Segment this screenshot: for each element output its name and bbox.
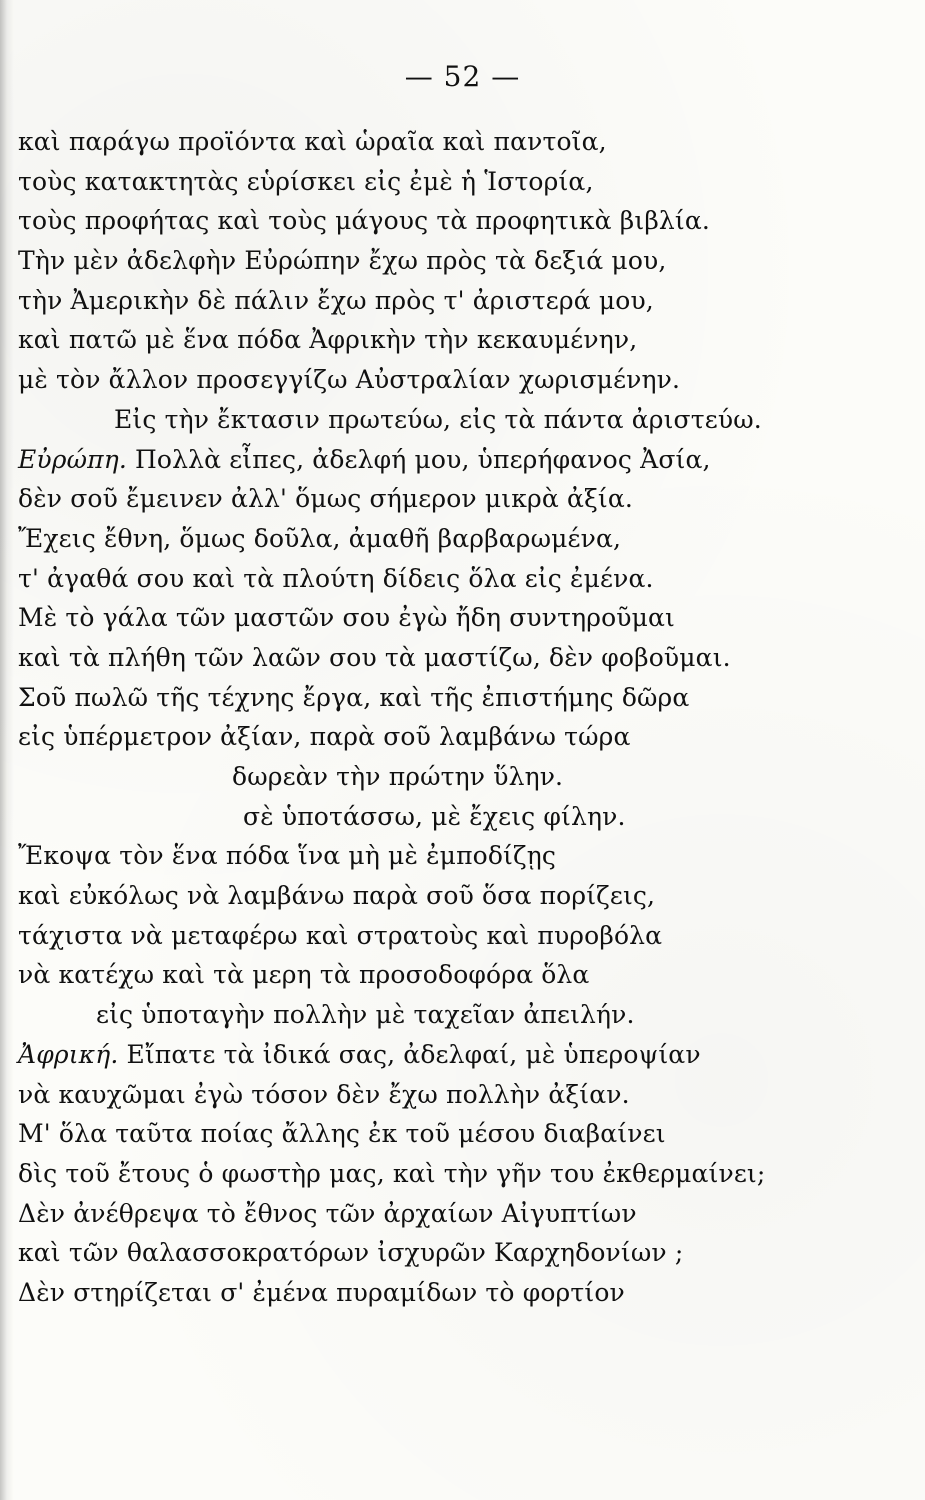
poem-line bbox=[18, 281, 908, 321]
poem-line bbox=[18, 440, 908, 480]
poem-line bbox=[18, 320, 908, 360]
poem-line bbox=[18, 479, 908, 519]
poem-line bbox=[18, 836, 908, 876]
line-text: καὶ τῶν θαλασσοκρατόρων ἰσχυρῶν Καρχηδονίων ; bbox=[18, 1238, 684, 1268]
poem-line bbox=[18, 916, 908, 956]
line-text: τοὺς κατακτητὰς εὑρίσκει εἰς ἐμὲ ἡ Ἱστορία, bbox=[18, 166, 594, 196]
line-text: Εἰς τὴν ἔκτασιν πρωτεύω, εἰς τὰ πάντα ἀριστεύω. bbox=[114, 404, 762, 434]
poem-line bbox=[18, 360, 908, 400]
poem-line bbox=[18, 1154, 908, 1194]
poem-line bbox=[18, 519, 908, 559]
page-number: — 52 — bbox=[404, 60, 521, 93]
line-text: νὰ καυχῶμαι ἐγὼ τόσον δὲν ἔχω πολλὴν ἀξίαν. bbox=[18, 1079, 630, 1109]
line-text: Δὲν στηρίζεται σ' ἐμένα πυραμίδων τὸ φορτίον bbox=[18, 1277, 625, 1307]
line-text: σὲ ὑποτάσσω, μὲ ἔχεις φίλην. bbox=[243, 801, 626, 831]
poem-line bbox=[18, 400, 908, 440]
poem-line bbox=[18, 797, 908, 837]
line-text: εἰς ὑποταγὴν πολλὴν μὲ ταχεῖαν ἀπειλήν. bbox=[96, 1000, 635, 1030]
line-text: Μὲ τὸ γάλα τῶν μαστῶν σου ἐγὼ ἤδη συντηροῦμαι bbox=[18, 603, 676, 633]
poem-line bbox=[18, 717, 908, 757]
line-text: Σοῦ πωλῶ τῆς τέχνης ἔργα, καὶ τῆς ἐπιστήμης δῶρα bbox=[18, 682, 690, 712]
line-text: Τὴν μὲν ἀδελφὴν Εὐρώπην ἔχω πρὸς τὰ δεξιά μου, bbox=[18, 246, 667, 276]
line-text: καὶ εὐκόλως νὰ λαμβάνω παρὰ σοῦ ὅσα πορίζεις, bbox=[18, 881, 656, 911]
line-text: νὰ κατέχω καὶ τὰ μερη τὰ προσοδοφόρα ὅλα bbox=[18, 960, 590, 990]
poem-line bbox=[18, 995, 908, 1035]
poem-line bbox=[18, 1194, 908, 1234]
line-text: Πολλὰ εἶπες, ἀδελφή μου, ὑπερήφανος Ἀσία, bbox=[134, 444, 711, 474]
poem-line bbox=[18, 955, 908, 995]
poem-line bbox=[18, 162, 908, 202]
poem-line bbox=[18, 122, 908, 162]
line-text: δὶς τοῦ ἔτους ὁ φωστὴρ μας, καὶ τὴν γῆν του ἐκθερμαίνει; bbox=[18, 1158, 766, 1188]
page-edge-shadow bbox=[0, 0, 14, 1500]
poem-line bbox=[18, 1035, 908, 1075]
line-text: δωρεὰν τὴν πρώτην ὕλην. bbox=[232, 762, 564, 791]
line-text: Ἔχεις ἔθνη, ὅμως δοῦλα, ἀμαθῆ βαρβαρωμένα, bbox=[18, 523, 622, 553]
line-text: εἰς ὑπέρμετρον ἀξίαν, παρὰ σοῦ λαμβάνω τώρα bbox=[18, 722, 631, 752]
poem-line bbox=[18, 1075, 908, 1115]
line-text: τὴν Ἀμερικὴν δὲ πάλιν ἔχω πρὸς τ' ἀριστερά μου, bbox=[18, 285, 654, 315]
line-text: Εἴπατε τὰ ἰδικά σας, ἀδελφαί, μὲ ὑπεροψίαν bbox=[126, 1039, 701, 1069]
line-text: Ἔκοψα τὸν ἕνα πόδα ἵνα μὴ μὲ ἐμποδίζῃς bbox=[18, 841, 556, 871]
line-text: καὶ τὰ πλήθη τῶν λαῶν σου τὰ μαστίζω, δὲν φοβοῦμαι. bbox=[18, 642, 731, 672]
poem-text bbox=[18, 122, 908, 1313]
line-text: τάχιστα νὰ μεταφέρω καὶ στρατοὺς καὶ πυροβόλα bbox=[18, 920, 663, 950]
line-text: Μ' ὅλα ταῦτα ποίας ἄλλης ἐκ τοῦ μέσου διαβαίνει bbox=[18, 1119, 666, 1149]
speaker-label: Εὐρώπη. bbox=[18, 444, 127, 474]
poem-line bbox=[18, 678, 908, 718]
poem-line bbox=[18, 1114, 908, 1154]
poem-line bbox=[18, 1273, 908, 1313]
line-text: καὶ παράγω προϊόντα καὶ ὡραῖα καὶ παντοῖα, bbox=[18, 127, 607, 156]
poem-line bbox=[18, 876, 908, 916]
line-text: Δὲν ἀνέθρεψα τὸ ἔθνος τῶν ἀρχαίων Αἰγυπτίων bbox=[18, 1198, 637, 1228]
poem-line bbox=[18, 559, 908, 599]
line-text: δὲν σοῦ ἔμεινεν ἀλλ' ὅμως σήμερον μικρὰ ἀξία. bbox=[18, 484, 633, 514]
poem-line bbox=[18, 598, 908, 638]
speaker-label: Ἀφρική. bbox=[18, 1039, 119, 1069]
poem-line bbox=[18, 1233, 908, 1273]
line-text: τ' ἀγαθά σου καὶ τὰ πλούτη δίδεις ὅλα εἰς ἐμένα. bbox=[18, 563, 654, 593]
poem-line bbox=[18, 757, 908, 797]
line-text: μὲ τὸν ἄλλον προσεγγίζω Αὐστραλίαν χωρισμένην. bbox=[18, 365, 681, 395]
poem-line bbox=[18, 638, 908, 678]
line-text: καὶ πατῶ μὲ ἕνα πόδα Ἀφρικὴν τὴν κεκαυμένην, bbox=[18, 325, 638, 355]
poem-line bbox=[18, 201, 908, 241]
line-text: τοὺς προφήτας καὶ τοὺς μάγους τὰ προφητικὰ βιβλία. bbox=[18, 206, 710, 236]
poem-line bbox=[18, 241, 908, 281]
